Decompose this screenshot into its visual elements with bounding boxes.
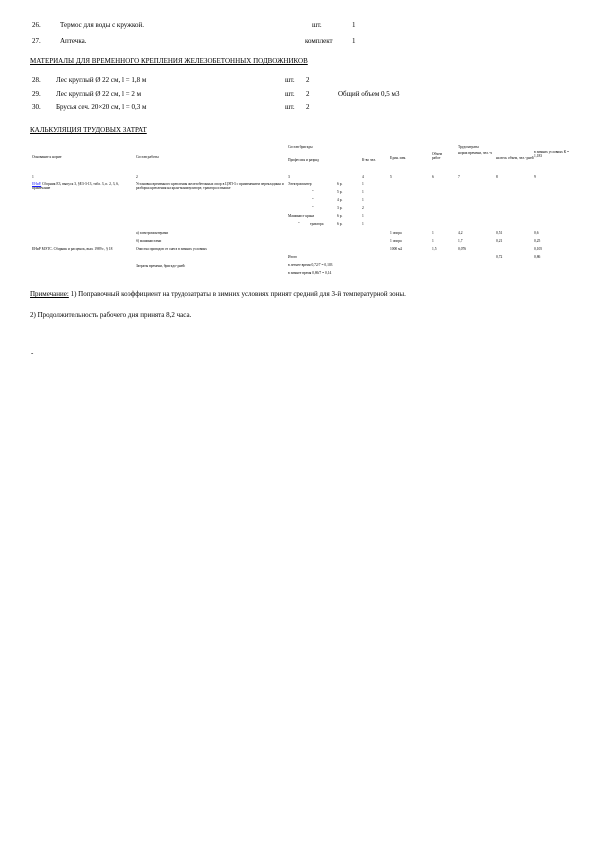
total-winter: 0,86: [534, 255, 541, 259]
crew-grade-5: 6 р.: [337, 214, 343, 218]
item-27-qty: 1: [352, 37, 356, 45]
row-a-work: а) электромонтерами: [136, 231, 169, 235]
crew-prof-2: ": [312, 190, 314, 194]
row-a-winter: 0,6: [534, 231, 539, 235]
crew-extra-6: 6 р.: [337, 222, 343, 226]
crew-prof-1: Электромонтер: [288, 182, 312, 186]
row-a-unit: 1 опора: [390, 231, 402, 235]
row-b-volume: 1: [432, 239, 434, 243]
basis-cell: [32, 182, 132, 191]
total-value: 0,72: [496, 255, 503, 259]
col-number-6: 6: [432, 175, 434, 179]
col-number-3: 3: [288, 175, 290, 179]
item-27-unit: комплект: [305, 37, 333, 45]
item-29-qty: 2: [306, 90, 310, 98]
total-work: Затраты времени, бригадо-дней:: [136, 264, 186, 268]
item-29-num: 29.: [32, 90, 41, 98]
item-28-unit: шт.: [285, 76, 295, 84]
total-label: Итого: [288, 255, 298, 259]
crew-prof-3: ": [312, 198, 314, 202]
item-30-name: Брусья сеч. 20×20 см, l = 0,3 м: [56, 103, 147, 111]
row-a-total: 0,51: [496, 231, 503, 235]
row-b-work: б) машинистами: [136, 239, 162, 243]
crew-qty-5: 1: [362, 214, 364, 218]
col-number-8: 8: [496, 175, 498, 179]
header-crew: Состав бригады: [288, 145, 313, 149]
header-people: К-во чел.: [362, 158, 377, 162]
header-volume: Объем работ: [432, 152, 443, 161]
col-number-4: 4: [362, 175, 364, 179]
header-winter: в зимних условиях К = 1,183: [534, 150, 570, 159]
col-number-5: 5: [390, 175, 392, 179]
row-b-winter: 0,25: [534, 239, 541, 243]
winter-line: в зимнее время 0,86/7 = 0,14: [288, 271, 332, 275]
note-1: [30, 290, 406, 298]
col-number-7: 7: [458, 175, 460, 179]
header-labor-norm: норма времени, чел.-ч: [458, 151, 492, 155]
item-26-unit: шт.: [312, 21, 322, 29]
item-26-num: 26.: [32, 21, 41, 29]
note-label: Примечание:: [30, 290, 69, 298]
crew-grade-1: 6 р.: [337, 182, 343, 186]
col-number-1: 1: [32, 175, 34, 179]
item-27-name: Аптечка.: [60, 37, 87, 45]
crew-prof-6: ": [298, 222, 300, 226]
crew-grade-4: 3 р.: [337, 206, 343, 210]
item-26-qty: 1: [352, 21, 356, 29]
crew-qty-1: 1: [362, 182, 364, 186]
row-3-work: Очистка проводов от снега в зимних условиях: [136, 247, 207, 251]
row-b-total: 0,21: [496, 239, 503, 243]
item-29-note: Общий объем 0,5 м3: [338, 90, 400, 98]
calc-heading: КАЛЬКУЛЯЦИЯ ТРУДОВЫХ ЗАТРАТ: [30, 126, 147, 134]
row-3-volume: 1,5: [432, 247, 437, 251]
item-28-name: Лес круглый Ø 22 см, l = 1,8 м: [56, 76, 147, 84]
header-basis: Основание к норме: [32, 155, 62, 159]
row-a-norm: 4,2: [458, 231, 463, 235]
crew-qty-6: 1: [362, 222, 364, 226]
basis-link[interactable]: ЕНиР,: [32, 182, 42, 186]
crew-qty-2: 1: [362, 190, 364, 194]
note-1-text: 1) Поправочный коэффициент на трудозатраты в зимних условиях принят средний для 3-й температурной зоны.: [68, 290, 406, 298]
row-3-basis: ЕНиР МЭТС. Сборник и расценок, вып. 1989 г., § 18: [32, 247, 113, 251]
item-30-num: 30.: [32, 103, 41, 111]
item-28-num: 28.: [32, 76, 41, 84]
work-cell: Установка временного крепления железобетонных опор в ЦЭП-3 с применением перекладины и разборка крепления на кран-манипуляторе, трактора и вышке: [136, 182, 284, 191]
crew-grade-3: 4 р.: [337, 198, 343, 202]
summer-line: в летнее время 0,72/7 = 0,103: [288, 263, 333, 267]
row-b-norm: 1,7: [458, 239, 463, 243]
crew-grade-6: трактора: [310, 222, 324, 226]
header-labor: Трудозатраты: [458, 145, 479, 149]
item-30-unit: шт.: [285, 103, 295, 111]
header-work: Состав работы: [136, 155, 159, 159]
row-3-norm: 0,076: [458, 247, 467, 251]
item-29-name: Лес круглый Ø 22 см, l = 2 м: [56, 90, 142, 98]
item-30-qty: 2: [306, 103, 310, 111]
row-3-winter: 0,105: [534, 247, 543, 251]
note-2: 2) Продолжительность рабочего дня принята 8,2 часа.: [30, 311, 192, 319]
crew-prof-5: Машинист крана: [288, 214, 315, 218]
crew-qty-4: 2: [362, 206, 364, 210]
dash-mark: -: [31, 349, 34, 357]
crew-prof-4: ": [312, 206, 314, 210]
crew-qty-3: 1: [362, 198, 364, 202]
crew-grade-2: 5 р.: [337, 190, 343, 194]
header-per-volume: на весь объем, чел.-дней: [496, 156, 534, 160]
item-28-qty: 2: [306, 76, 310, 84]
row-b-unit: 1 опора: [390, 239, 402, 243]
row-3-unit: 1000 м2: [390, 247, 403, 251]
col-number-9: 9: [534, 175, 536, 179]
header-profession: Профессия и разряд: [288, 158, 319, 162]
item-27-num: 27.: [32, 37, 41, 45]
item-29-unit: шт.: [285, 90, 295, 98]
col-number-2: 2: [136, 175, 138, 179]
header-unit: Един. изм.: [390, 156, 407, 160]
row-a-volume: 1: [432, 231, 434, 235]
basis-text: Сборник Е3, выпуск 3, §Е3-3-13, табл. 3, п. 2, 3, 6, примечание: [32, 182, 119, 191]
item-26-name: Термос для воды с кружкой.: [60, 21, 145, 29]
materials-heading: МАТЕРИАЛЫ ДЛЯ ВРЕМЕННОГО КРЕПЛЕНИЯ ЖЕЛЕЗОБЕТОННЫХ ПОДВОЖНИКОВ: [30, 57, 308, 65]
